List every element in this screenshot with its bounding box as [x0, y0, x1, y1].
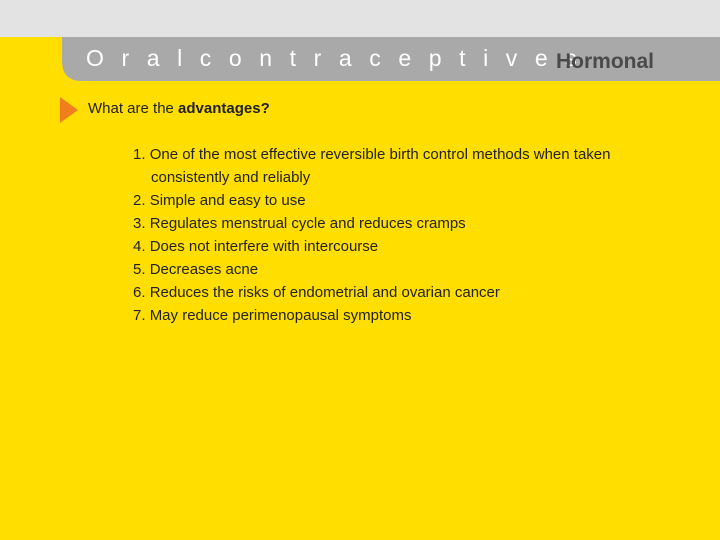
question-heading — [88, 100, 270, 117]
section-label: Hormonal — [556, 50, 655, 73]
item-text: One of the most effective reversible birth control methods when taken — [149, 146, 611, 163]
list-item — [133, 304, 693, 327]
item-number: 6. — [133, 284, 146, 301]
slide-title: O r a l c o n t r a c e p t i v e s — [86, 45, 583, 71]
item-number: 2. — [133, 192, 146, 209]
item-text: Reduces the risks of endometrial and ovarian cancer — [149, 284, 500, 301]
item-text: Decreases acne — [149, 261, 259, 278]
list-item — [133, 235, 693, 258]
advantages-list — [133, 143, 693, 327]
item-number: 5. — [133, 261, 146, 278]
item-text: Does not interfere with intercourse — [149, 238, 379, 255]
item-number: 7. — [133, 307, 146, 324]
list-item — [133, 258, 693, 281]
list-item — [133, 212, 693, 235]
question-prefix: What are the — [88, 100, 179, 117]
list-item — [133, 189, 693, 212]
list-item — [133, 143, 693, 189]
item-text-continued: consistently and reliably — [151, 169, 311, 186]
item-text: May reduce perimenopausal symptoms — [149, 307, 412, 324]
top-strip — [0, 0, 720, 37]
item-number: 4. — [133, 238, 146, 255]
item-number: 3. — [133, 215, 146, 232]
list-item — [133, 281, 693, 304]
item-text: Simple and easy to use — [149, 192, 306, 209]
item-text: Regulates menstrual cycle and reduces cramps — [149, 215, 466, 232]
item-number: 1. — [133, 146, 146, 163]
question-emphasis: advantages? — [178, 100, 270, 117]
triangle-arrow-icon — [60, 97, 78, 123]
